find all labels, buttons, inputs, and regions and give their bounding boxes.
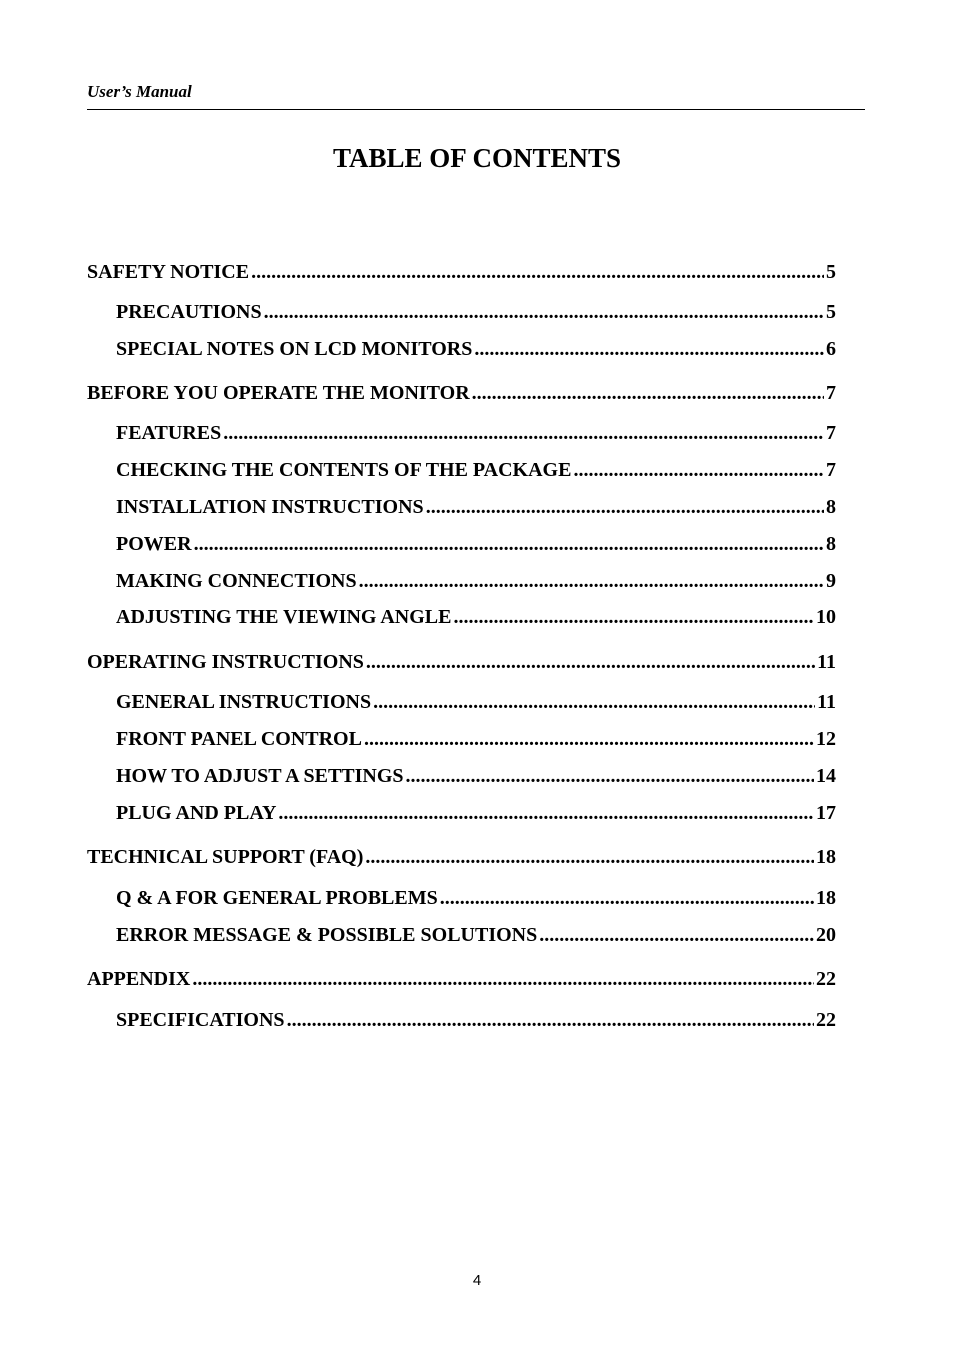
- toc-entry-page: 10: [816, 606, 836, 628]
- dot-leader: [223, 421, 824, 445]
- toc-entry-page: 5: [826, 301, 836, 323]
- toc-entry-label: OPERATING INSTRUCTIONS: [87, 651, 364, 673]
- dot-leader: [278, 801, 814, 825]
- dot-leader: [194, 532, 824, 556]
- page-number: 4: [472, 1272, 482, 1289]
- toc-entry-label: HOW TO ADJUST A SETTINGS: [116, 765, 404, 787]
- toc-entry-label: SAFETY NOTICE: [87, 261, 250, 283]
- toc-entry-installation-instructions[interactable]: [116, 495, 836, 519]
- toc-entry-checking-contents[interactable]: [116, 458, 836, 482]
- toc-entry-label: SPECIFICATIONS: [116, 1009, 285, 1031]
- toc-entry-page: 7: [826, 422, 836, 444]
- toc-entry-label: Q & A FOR GENERAL PROBLEMS: [116, 887, 438, 909]
- toc-entry-page: 6: [826, 338, 836, 360]
- toc-entry-how-to-adjust-settings[interactable]: [116, 764, 836, 788]
- toc-entry-page: 18: [816, 887, 836, 909]
- dot-leader: [251, 260, 824, 284]
- toc-entry-appendix[interactable]: [87, 967, 836, 991]
- toc-entry-adjusting-viewing-angle[interactable]: [116, 605, 836, 629]
- toc-entry-label: TECHNICAL SUPPORT (FAQ): [87, 846, 364, 868]
- toc-entry-page: 11: [817, 691, 836, 713]
- toc-entry-label: ERROR MESSAGE & POSSIBLE SOLUTIONS: [116, 924, 538, 946]
- toc-entry-precautions[interactable]: [116, 300, 836, 324]
- dot-leader: [192, 967, 814, 991]
- dot-leader: [539, 923, 814, 947]
- toc-entry-label: INSTALLATION INSTRUCTIONS: [116, 496, 424, 518]
- toc-entry-page: 12: [816, 728, 836, 750]
- toc-entry-safety-notice[interactable]: [87, 260, 836, 284]
- dot-leader: [406, 764, 814, 788]
- toc-entry-page: 18: [816, 846, 836, 868]
- toc-entry-page: 22: [816, 968, 836, 990]
- toc-entry-features[interactable]: [116, 421, 836, 445]
- toc-entry-making-connections[interactable]: [116, 569, 836, 593]
- dot-leader: [474, 337, 824, 361]
- toc-entry-label: FEATURES: [116, 422, 222, 444]
- toc-entry-plug-and-play[interactable]: [116, 801, 836, 825]
- dot-leader: [264, 300, 824, 324]
- dot-leader: [373, 690, 815, 714]
- toc-entry-page: 5: [826, 261, 836, 283]
- toc-entry-page: 7: [826, 382, 836, 404]
- toc-entry-label: ADJUSTING THE VIEWING ANGLE: [116, 606, 452, 628]
- toc-entry-special-notes[interactable]: [116, 337, 836, 361]
- dot-leader: [440, 886, 814, 910]
- dot-leader: [453, 605, 814, 629]
- toc-entry-page: 14: [816, 765, 836, 787]
- toc-entry-qa-general-problems[interactable]: [116, 886, 836, 910]
- toc-entry-front-panel-control[interactable]: [116, 727, 836, 751]
- dot-leader: [287, 1008, 814, 1032]
- toc-entry-label: PLUG AND PLAY: [116, 802, 277, 824]
- toc-entry-page: 20: [816, 924, 836, 946]
- dot-leader: [472, 381, 824, 405]
- toc-entry-technical-support[interactable]: [87, 845, 836, 869]
- running-header: User’s Manual: [87, 82, 192, 101]
- toc-entry-operating-instructions[interactable]: [87, 650, 836, 674]
- dot-leader: [364, 727, 814, 751]
- toc-entry-label: GENERAL INSTRUCTIONS: [116, 691, 372, 713]
- toc-entry-specifications[interactable]: [116, 1008, 836, 1032]
- toc-entry-label: CHECKING THE CONTENTS OF THE PACKAGE: [116, 459, 572, 481]
- toc-entry-label: POWER: [116, 533, 192, 555]
- toc-entry-page: 7: [826, 459, 836, 481]
- header-rule: [87, 109, 865, 110]
- toc-entry-label: SPECIAL NOTES ON LCD MONITORS: [116, 338, 473, 360]
- toc-entry-page: 8: [826, 496, 836, 518]
- toc-entry-general-instructions[interactable]: [116, 690, 836, 714]
- toc-entry-label: FRONT PANEL CONTROL: [116, 728, 362, 750]
- toc-entry-page: 9: [826, 570, 836, 592]
- dot-leader: [366, 650, 815, 674]
- toc-entry-error-message-solutions[interactable]: [116, 923, 836, 947]
- toc-entry-page: 22: [816, 1009, 836, 1031]
- dot-leader: [359, 569, 824, 593]
- toc-entry-label: MAKING CONNECTIONS: [116, 570, 357, 592]
- dot-leader: [365, 845, 814, 869]
- dot-leader: [573, 458, 824, 482]
- page-title: TABLE OF CONTENTS: [332, 143, 622, 173]
- toc-entry-power[interactable]: [116, 532, 836, 556]
- dot-leader: [426, 495, 824, 519]
- toc-entry-before-you-operate[interactable]: [87, 381, 836, 405]
- toc-entry-label: PRECAUTIONS: [116, 301, 262, 323]
- toc-entry-page: 17: [816, 802, 836, 824]
- toc-entry-label: BEFORE YOU OPERATE THE MONITOR: [87, 382, 470, 404]
- toc-entry-label: APPENDIX: [87, 968, 191, 990]
- toc-entry-page: 8: [826, 533, 836, 555]
- toc-entry-page: 11: [817, 651, 836, 673]
